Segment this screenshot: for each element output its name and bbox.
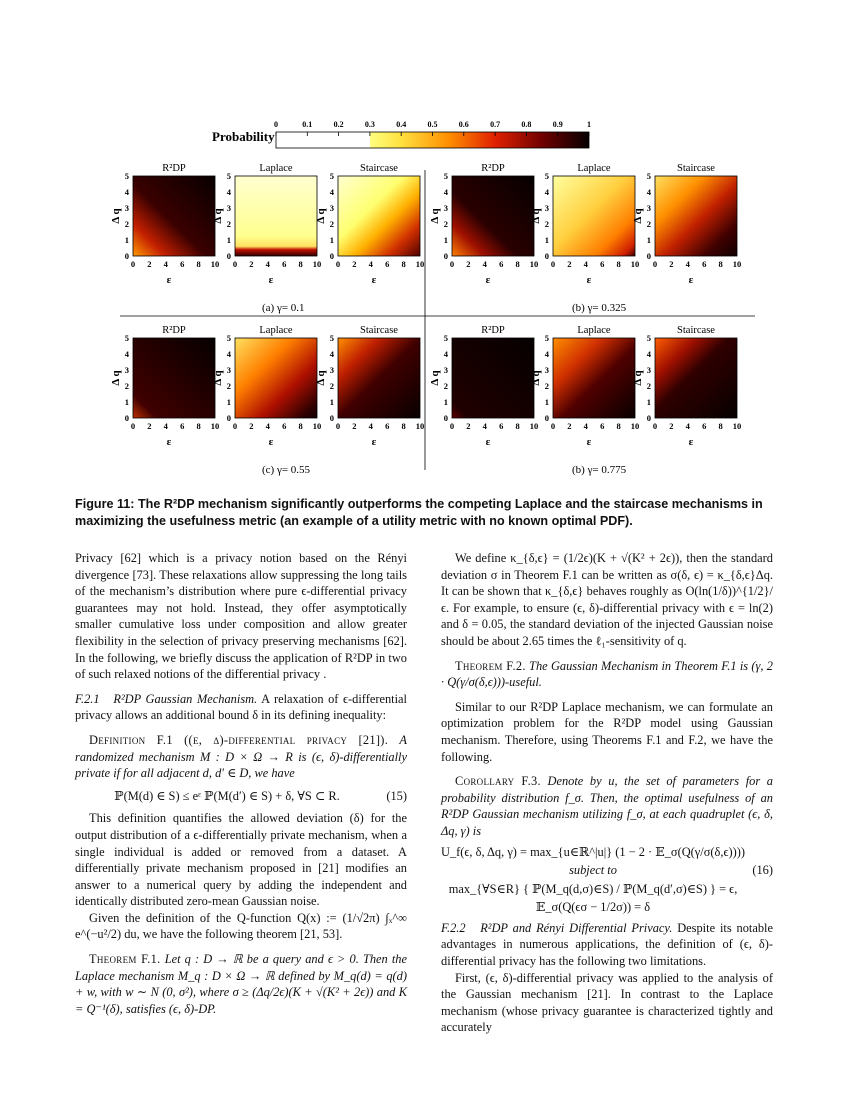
panel-title: R²DP xyxy=(162,163,186,174)
x-tick-label: 8 xyxy=(616,421,621,431)
x-tick-label: 10 xyxy=(415,259,425,269)
y-tick-label: 5 xyxy=(646,171,651,181)
colorbar xyxy=(212,120,591,148)
y-tick-label: 5 xyxy=(124,171,129,181)
equation-line: max_{∀S∈R} { ℙ(M_q(d,σ)∈S) / ℙ(M_q(d′,σ)∈S) } = ϵ, xyxy=(448,881,738,896)
colorbar-tick-label: 0.7 xyxy=(490,120,501,129)
subcaption-d: (b) γ= 0.775 xyxy=(572,464,627,476)
y-tick-label: 0 xyxy=(544,413,549,423)
x-tick-label: 0 xyxy=(335,259,341,269)
heatmap-panel xyxy=(312,163,425,286)
definition-f1 xyxy=(75,732,407,782)
corollary-text: Denote by u, the set of parameters for a probability distribution f_σ. Then, the optimal usefulness of an R²DP Gaussian mechanism utilizing f_σ, at each quadruplet (ϵ, δ, Δq, γ) is xyxy=(441,774,773,838)
theorem-text: Let q : D → ℝ be a query and ϵ > 0. Then the Laplace mechanism M_q : D × Ω → ℝ defined by M_q(d) = q(d) + w, with w ∼ N (0, σ²), where σ ≥ (Δq/2ϵ)(K + √(K² + 2ϵ)) and K = Q⁻¹(δ), satisfies (ϵ, δ)-DP. xyxy=(75,952,407,1016)
y-tick-label: 4 xyxy=(443,187,448,197)
heatmap-cells xyxy=(553,176,635,256)
y-tick-label: 3 xyxy=(544,365,549,375)
x-tick-label: 6 xyxy=(499,259,504,269)
section-text: A relaxation of ϵ-differential privacy allows an additional bound δ in its defining inequality: xyxy=(75,691,407,723)
heatmap-panel xyxy=(429,163,538,286)
panel-title: Laplace xyxy=(259,325,293,336)
y-tick-label: 4 xyxy=(329,187,334,197)
heatmap-panel xyxy=(530,163,639,286)
heatmap-panel xyxy=(212,325,321,448)
x-axis-label: ε xyxy=(371,436,377,448)
y-tick-label: 0 xyxy=(124,413,129,423)
y-axis-label: Δ q xyxy=(315,370,327,386)
x-tick-label: 6 xyxy=(180,421,185,431)
x-tick-label: 8 xyxy=(718,259,723,269)
y-tick-label: 0 xyxy=(443,413,448,423)
x-tick-label: 0 xyxy=(232,259,238,269)
x-tick-label: 6 xyxy=(600,259,605,269)
corollary-head: Corollary F.3. xyxy=(455,774,541,789)
panel-title: R²DP xyxy=(481,163,505,174)
x-tick-label: 0 xyxy=(449,421,455,431)
x-tick-label: 6 xyxy=(702,259,707,269)
x-tick-label: 4 xyxy=(368,259,373,269)
y-tick-label: 1 xyxy=(226,235,231,245)
x-tick-label: 2 xyxy=(466,421,471,431)
y-tick-label: 4 xyxy=(544,349,549,359)
heatmap-cells xyxy=(655,176,737,256)
paragraph: Given the definition of the Q-function Q(x) := (1/√2π) ∫ₓ^∞ e^(−u²/2) du, we have the following theorem [21, 53]. xyxy=(75,910,407,942)
y-tick-label: 2 xyxy=(226,219,231,229)
colorbar-tick-label: 0.3 xyxy=(364,120,375,129)
y-tick-label: 1 xyxy=(443,235,448,245)
heatmap-panel xyxy=(530,325,639,448)
x-tick-label: 0 xyxy=(652,421,658,431)
x-tick-label: 10 xyxy=(732,421,742,431)
paragraph: Privacy [62] which is a privacy notion based on the Rényi divergence [73]. These relaxations allow suppressing the long tails of the mechanism’s distribution where pure ϵ-differential privacy guarantees may not hold. Instead, they offer asymptotically smaller cumulative loss under composition and allow greater flexibility in the selection of privacy preserving mechanisms [62]. In the following, we briefly discuss the application of R²DP in two of such relaxed notions of the differential privacy . xyxy=(75,551,407,682)
heatmap-cells xyxy=(235,338,317,418)
x-tick-label: 4 xyxy=(482,421,487,431)
x-axis-label: ε xyxy=(586,274,592,286)
y-axis-label: Δ q xyxy=(110,208,122,224)
figure-11 xyxy=(0,0,850,480)
y-tick-label: 2 xyxy=(329,381,334,391)
x-tick-label: 10 xyxy=(312,421,322,431)
x-tick-label: 10 xyxy=(630,421,640,431)
y-tick-label: 1 xyxy=(544,397,549,407)
x-tick-label: 6 xyxy=(499,421,504,431)
left-column xyxy=(75,550,407,1017)
x-tick-label: 0 xyxy=(130,259,136,269)
x-tick-label: 10 xyxy=(415,421,425,431)
panel-title: Staircase xyxy=(360,163,398,174)
x-tick-label: 0 xyxy=(550,421,556,431)
x-tick-label: 2 xyxy=(147,421,152,431)
x-tick-label: 8 xyxy=(196,421,201,431)
section-heading-f22 xyxy=(441,920,773,970)
equation-16 xyxy=(441,844,773,916)
panel-title: Staircase xyxy=(677,325,715,336)
x-tick-label: 10 xyxy=(529,259,539,269)
y-tick-label: 3 xyxy=(329,365,334,375)
y-tick-label: 3 xyxy=(329,203,334,213)
section-number: F.2.1 xyxy=(75,691,100,706)
equation-body: ℙ(M(d) ∈ S) ≤ eᵋ ℙ(M(d′) ∈ S) + δ, ∀S ⊂ R. xyxy=(114,788,340,803)
y-tick-label: 0 xyxy=(646,251,651,261)
x-tick-label: 8 xyxy=(515,421,520,431)
heatmap-panel xyxy=(212,163,321,286)
x-axis-label: ε xyxy=(268,274,274,286)
heatmap-cells xyxy=(235,176,317,256)
x-tick-label: 10 xyxy=(210,259,220,269)
y-tick-label: 1 xyxy=(646,235,651,245)
colorbar-tick-label: 0.5 xyxy=(427,120,438,129)
figure-caption: Figure 11: The R²DP mechanism significantly outperforms the competing Laplace and the staircase mechanisms in maximizing the usefulness metric (an example of a utility metric with no known optimal PDF). xyxy=(75,497,763,528)
x-tick-label: 8 xyxy=(298,259,303,269)
y-tick-label: 2 xyxy=(443,219,448,229)
panel-title: Laplace xyxy=(259,163,293,174)
theorem-text: The Gaussian Mechanism in Theorem F.1 is (γ, 2 · Q(γ/σ(δ,ϵ)))-useful. xyxy=(441,658,773,690)
x-tick-label: 10 xyxy=(210,421,220,431)
x-tick-label: 4 xyxy=(583,421,588,431)
x-tick-label: 8 xyxy=(196,259,201,269)
x-tick-label: 2 xyxy=(567,259,572,269)
x-tick-label: 0 xyxy=(232,421,238,431)
corollary-f3 xyxy=(441,773,773,839)
x-tick-label: 10 xyxy=(312,259,322,269)
colorbar-tick-label: 0.6 xyxy=(458,120,469,129)
x-axis-label: ε xyxy=(268,436,274,448)
heatmap-panel xyxy=(632,325,741,448)
y-tick-label: 0 xyxy=(329,251,334,261)
x-axis-label: ε xyxy=(688,436,694,448)
x-tick-label: 2 xyxy=(249,421,254,431)
y-tick-label: 1 xyxy=(124,397,129,407)
colorbar-tick-label: 0.4 xyxy=(396,120,407,129)
y-tick-label: 5 xyxy=(124,333,129,343)
panel-title: R²DP xyxy=(481,325,505,336)
equation-line: U_f(ϵ, δ, Δq, γ) = max_{u∈ℝ^|u|} (1 − 2 · 𝔼_σ(Q(γ/σ(δ,ϵ)))) xyxy=(441,844,745,859)
x-tick-label: 4 xyxy=(482,259,487,269)
x-axis-label: ε xyxy=(166,436,172,448)
heatmap-cells xyxy=(133,176,215,256)
y-tick-label: 4 xyxy=(544,187,549,197)
y-tick-label: 2 xyxy=(124,219,129,229)
x-axis-label: ε xyxy=(586,436,592,448)
y-axis-label: Δ q xyxy=(212,370,224,386)
subcaption-a: (a) γ= 0.1 xyxy=(262,302,305,314)
paragraph: First, (ϵ, δ)-differential privacy was applied to the analysis of the Gaussian mechanism [21]. In contrast to the Laplace mechanism (whose privacy guarantee is characterized tightly and accurately xyxy=(441,970,773,1035)
colorbar-label: Probability xyxy=(212,129,275,144)
theorem-head: Theorem F.2. xyxy=(455,658,526,673)
x-tick-label: 6 xyxy=(385,259,390,269)
definition-label: ((ϵ, δ)-differential privacy [21]). xyxy=(172,732,400,747)
x-tick-label: 4 xyxy=(265,421,270,431)
y-tick-label: 0 xyxy=(646,413,651,423)
y-tick-label: 4 xyxy=(124,349,129,359)
x-tick-label: 10 xyxy=(732,259,742,269)
y-tick-label: 2 xyxy=(544,381,549,391)
y-tick-label: 4 xyxy=(226,349,231,359)
x-tick-label: 4 xyxy=(685,259,690,269)
x-tick-label: 0 xyxy=(652,259,658,269)
y-tick-label: 3 xyxy=(646,365,651,375)
x-tick-label: 0 xyxy=(335,421,341,431)
colorbar-tick-label: 0.1 xyxy=(302,120,313,129)
y-axis-label: Δ q xyxy=(530,370,542,386)
section-number: F.2.2 xyxy=(441,920,466,935)
equation-line: 𝔼_σ(Q(ϵσ − 1/2σ)) = δ xyxy=(535,900,651,915)
paragraph: Similar to our R²DP Laplace mechanism, we can formulate an optimization problem for the R²DP model using Gaussian mechanism. Therefore, using Theorems F.1 and F.2, we have the following. xyxy=(441,699,773,764)
y-tick-label: 0 xyxy=(226,251,231,261)
x-axis-label: ε xyxy=(485,274,491,286)
colorbar-tick-label: 1 xyxy=(587,120,591,129)
y-tick-label: 3 xyxy=(443,203,448,213)
heatmap-cells xyxy=(655,338,737,418)
y-tick-label: 5 xyxy=(226,171,231,181)
y-tick-label: 4 xyxy=(443,349,448,359)
y-tick-label: 5 xyxy=(544,333,549,343)
x-axis-label: ε xyxy=(371,274,377,286)
y-tick-label: 4 xyxy=(124,187,129,197)
x-tick-label: 4 xyxy=(685,421,690,431)
heatmap-cells xyxy=(452,176,534,256)
equation-line: subject to xyxy=(569,863,617,878)
y-tick-label: 2 xyxy=(124,381,129,391)
theorem-f2 xyxy=(441,658,773,691)
y-tick-label: 1 xyxy=(646,397,651,407)
y-tick-label: 5 xyxy=(329,333,334,343)
subcaption-c: (c) γ= 0.55 xyxy=(262,464,311,476)
y-tick-label: 1 xyxy=(226,397,231,407)
x-tick-label: 4 xyxy=(163,421,168,431)
panel-title: Staircase xyxy=(677,163,715,174)
colorbar-tick-label: 0.2 xyxy=(333,120,344,129)
y-tick-label: 0 xyxy=(544,251,549,261)
definition-text: A randomized mechanism M : D × Ω → R is (ϵ, δ)-differentially private if for all adjacent d, d′ ∈ D, we have xyxy=(75,732,407,781)
x-tick-label: 2 xyxy=(567,421,572,431)
x-tick-label: 2 xyxy=(352,259,357,269)
heatmap-panels xyxy=(110,163,741,448)
x-tick-label: 8 xyxy=(298,421,303,431)
y-tick-label: 5 xyxy=(329,171,334,181)
panel-title: Staircase xyxy=(360,325,398,336)
x-tick-label: 2 xyxy=(147,259,152,269)
colorbar-tick-label: 0.8 xyxy=(521,120,532,129)
colorbar-tick-label: 0 xyxy=(274,120,278,129)
x-tick-label: 4 xyxy=(163,259,168,269)
x-tick-label: 2 xyxy=(352,421,357,431)
panel-title: Laplace xyxy=(577,163,611,174)
heatmap-panel xyxy=(110,163,219,286)
x-tick-label: 10 xyxy=(529,421,539,431)
section-title: R²DP Gaussian Mechanism. xyxy=(113,691,258,706)
y-axis-label: Δ q xyxy=(632,370,644,386)
y-tick-label: 5 xyxy=(544,171,549,181)
y-tick-label: 5 xyxy=(443,333,448,343)
heatmap-cells xyxy=(338,176,420,256)
y-tick-label: 1 xyxy=(544,235,549,245)
heatmap-panel xyxy=(110,325,219,448)
equation-number: (15) xyxy=(386,788,407,803)
y-tick-label: 3 xyxy=(544,203,549,213)
x-tick-label: 0 xyxy=(130,421,136,431)
y-axis-label: Δ q xyxy=(315,208,327,224)
theorem-f1 xyxy=(75,951,407,1017)
y-tick-label: 2 xyxy=(443,381,448,391)
y-tick-label: 5 xyxy=(443,171,448,181)
x-tick-label: 4 xyxy=(583,259,588,269)
heatmap-cells xyxy=(338,338,420,418)
colorbar-tick-label: 0.9 xyxy=(552,120,563,129)
right-column xyxy=(441,550,773,1036)
x-axis-label: ε xyxy=(166,274,172,286)
y-tick-label: 1 xyxy=(443,397,448,407)
x-tick-label: 8 xyxy=(616,259,621,269)
y-tick-label: 3 xyxy=(226,365,231,375)
y-tick-label: 2 xyxy=(646,219,651,229)
y-axis-label: Δ q xyxy=(530,208,542,224)
y-tick-label: 3 xyxy=(646,203,651,213)
x-tick-label: 4 xyxy=(368,421,373,431)
y-tick-label: 2 xyxy=(226,381,231,391)
section-heading-f21 xyxy=(75,691,407,724)
theorem-head: Theorem F.1. xyxy=(89,952,161,967)
y-axis-label: Δ q xyxy=(110,370,122,386)
x-tick-label: 6 xyxy=(282,259,287,269)
y-tick-label: 3 xyxy=(226,203,231,213)
y-tick-label: 4 xyxy=(646,187,651,197)
y-tick-label: 1 xyxy=(329,235,334,245)
y-tick-label: 5 xyxy=(226,333,231,343)
heatmap-panel xyxy=(429,325,538,448)
equation-number: (16) xyxy=(752,863,773,878)
y-tick-label: 1 xyxy=(329,397,334,407)
y-tick-label: 4 xyxy=(646,349,651,359)
x-tick-label: 2 xyxy=(669,421,674,431)
y-axis-label: Δ q xyxy=(632,208,644,224)
heatmap-cells xyxy=(133,338,215,418)
y-tick-label: 3 xyxy=(443,365,448,375)
x-tick-label: 2 xyxy=(249,259,254,269)
x-tick-label: 0 xyxy=(449,259,455,269)
section-title: R²DP and Rényi Differential Privacy. xyxy=(480,920,673,935)
x-tick-label: 6 xyxy=(702,421,707,431)
x-tick-label: 10 xyxy=(630,259,640,269)
y-tick-label: 3 xyxy=(124,203,129,213)
x-tick-label: 8 xyxy=(718,421,723,431)
x-tick-label: 8 xyxy=(401,421,406,431)
x-tick-label: 2 xyxy=(669,259,674,269)
x-tick-label: 4 xyxy=(265,259,270,269)
section-text: Despite its notable advantages in numerous applications, the definition of (ϵ, δ)-differential privacy has the following two limitations. xyxy=(441,920,773,969)
x-tick-label: 6 xyxy=(180,259,185,269)
x-tick-label: 0 xyxy=(550,259,556,269)
y-tick-label: 0 xyxy=(226,413,231,423)
paragraph: This definition quantifies the allowed deviation (δ) for the output distribution of a ϵ-differentially private mechanism, when a single individual is added or removed from a dataset. A differentially private mechanism proposed in [21] modifies an answer to a numerical query by adding the independent and identically distributed zero-mean Gaussian noise. xyxy=(75,811,407,909)
definition-head: Definition F.1 xyxy=(89,732,173,747)
x-tick-label: 8 xyxy=(401,259,406,269)
y-tick-label: 0 xyxy=(443,251,448,261)
y-axis-label: Δ q xyxy=(212,208,224,224)
y-tick-label: 2 xyxy=(544,219,549,229)
x-axis-label: ε xyxy=(485,436,491,448)
y-axis-label: Δ q xyxy=(429,370,441,386)
x-axis-label: ε xyxy=(688,274,694,286)
x-tick-label: 6 xyxy=(600,421,605,431)
panel-title: R²DP xyxy=(162,325,186,336)
y-tick-label: 3 xyxy=(124,365,129,375)
panel-title: Laplace xyxy=(577,325,611,336)
heatmap-panel xyxy=(632,163,741,286)
y-tick-label: 4 xyxy=(226,187,231,197)
heatmap-cells xyxy=(553,338,635,418)
equation-15 xyxy=(75,788,407,805)
heatmap-figure xyxy=(0,0,850,480)
y-tick-label: 5 xyxy=(646,333,651,343)
y-tick-label: 2 xyxy=(646,381,651,391)
y-tick-label: 4 xyxy=(329,349,334,359)
y-tick-label: 2 xyxy=(329,219,334,229)
y-tick-label: 0 xyxy=(124,251,129,261)
heatmap-cells xyxy=(452,338,534,418)
x-tick-label: 2 xyxy=(466,259,471,269)
heatmap-panel xyxy=(312,325,425,448)
x-tick-label: 6 xyxy=(282,421,287,431)
paragraph: We define κ_{δ,ϵ} = (1/2ϵ)(K + √(K² + 2ϵ)), then the standard deviation σ in Theorem F.1 can be written as σ(δ, ϵ) = κ_{δ,ϵ}Δq. It can be shown that κ_{δ,ϵ} behaves roughly as O(ln(1/δ))^{1/2}/ϵ. For example, to ensure (ϵ, δ)-differential privacy with ϵ = ln(2) and δ = 0.05, the standard deviation of the injected Gaussian noise should be about 2.65 times the ℓ₁-sensitivity of q. xyxy=(441,551,773,648)
x-tick-label: 8 xyxy=(515,259,520,269)
y-axis-label: Δ q xyxy=(429,208,441,224)
y-tick-label: 0 xyxy=(329,413,334,423)
x-tick-label: 6 xyxy=(385,421,390,431)
subcaption-b: (b) γ= 0.325 xyxy=(572,302,627,314)
y-tick-label: 1 xyxy=(124,235,129,245)
